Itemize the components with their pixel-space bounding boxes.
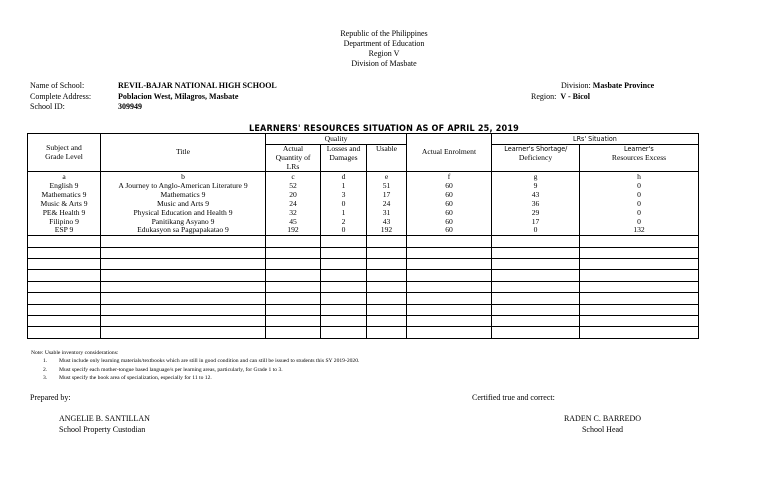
- table-body: [28, 182, 699, 235]
- empty-cell: [407, 247, 492, 258]
- col-header-excess: Learner's Resources Excess: [580, 145, 699, 172]
- empty-cell: [407, 270, 492, 281]
- table-cell: 60: [407, 200, 492, 209]
- col-header-shortage: Learner's Shortage/ Deficiency: [492, 145, 580, 172]
- table-cell: 0: [580, 191, 699, 200]
- empty-cell: [367, 315, 407, 326]
- table-cell: 45: [266, 218, 321, 227]
- school-info-values: [118, 81, 277, 113]
- col-letter: f: [407, 172, 492, 183]
- empty-cell: [407, 327, 492, 338]
- table-cell: 0: [321, 226, 367, 235]
- table-cell: Physical Education and Health 9: [101, 209, 266, 218]
- school-id-value: 309949: [118, 102, 142, 111]
- empty-cell: [367, 270, 407, 281]
- lr-situation-table: [27, 133, 699, 339]
- table-cell: 52: [266, 182, 321, 191]
- empty-cell: [407, 258, 492, 269]
- empty-cell: [367, 327, 407, 338]
- table-cell: 24: [367, 200, 407, 209]
- empty-cell: [321, 304, 367, 315]
- empty-cell: [28, 304, 101, 315]
- certified-name: RADEN C. BARREDO: [563, 414, 642, 423]
- empty-cell: [367, 236, 407, 247]
- notes-heading: Note: Usable inventory considerations:: [31, 350, 119, 356]
- empty-cell: [101, 315, 266, 326]
- col-letter: d: [321, 172, 367, 183]
- table-cell: 192: [367, 226, 407, 235]
- table-cell: 60: [407, 218, 492, 227]
- table-cell: 20: [266, 191, 321, 200]
- table-cell: Music & Arts 9: [28, 200, 101, 209]
- prepared-by-label: Prepared by:: [30, 393, 71, 402]
- empty-cell: [407, 293, 492, 304]
- empty-table-row: [28, 236, 699, 247]
- school-address-label: Complete Address:: [30, 91, 92, 101]
- empty-cell: [492, 236, 580, 247]
- table-row: [28, 200, 699, 209]
- school-name-value: REVIL-BAJAR NATIONAL HIGH SCHOOL: [118, 81, 277, 90]
- empty-cell: [580, 281, 699, 292]
- table-cell: Music and Arts 9: [101, 200, 266, 209]
- empty-cell: [266, 293, 321, 304]
- empty-cell: [266, 281, 321, 292]
- table-cell: 51: [367, 182, 407, 191]
- empty-cell: [101, 304, 266, 315]
- region-value: V - Bicol: [560, 91, 590, 101]
- table-cell: ESP 9: [28, 226, 101, 235]
- empty-table-row: [28, 304, 699, 315]
- col-header-lrs-situation: LRs' Situation: [492, 134, 699, 145]
- note-item: 3. Must specify the book area of specialization, especially for 11 to 12.: [43, 375, 212, 382]
- empty-table-row: [28, 315, 699, 326]
- certified-label: Certified true and correct:: [472, 393, 555, 402]
- report-title: LEARNERS' RESOURCES SITUATION AS OF APRIL 25, 2019: [249, 124, 520, 134]
- table-cell: 60: [407, 191, 492, 200]
- col-letter: a: [28, 172, 101, 183]
- empty-cell: [367, 258, 407, 269]
- table-cell: 0: [580, 209, 699, 218]
- empty-cell: [580, 315, 699, 326]
- empty-cell: [101, 293, 266, 304]
- table-cell: 36: [492, 200, 580, 209]
- table-cell: 192: [266, 226, 321, 235]
- empty-cell: [321, 270, 367, 281]
- empty-table-row: [28, 293, 699, 304]
- note-item: 1. Must include only learning materials/textbooks which are still in good condition and can still be issued to students this SY 2019-2020.: [43, 358, 360, 365]
- note-item: 2. Must specify each mother-tongue based language/s per learning areas, particularly, for Grade 1 to 3.: [43, 366, 283, 373]
- table-cell: 1: [321, 209, 367, 218]
- empty-cell: [492, 293, 580, 304]
- prepared-by-block: [59, 414, 150, 435]
- empty-cell: [266, 247, 321, 258]
- empty-cell: [321, 327, 367, 338]
- empty-cell: [266, 270, 321, 281]
- table-cell: 31: [367, 209, 407, 218]
- col-letter: e: [367, 172, 407, 183]
- empty-cell: [580, 270, 699, 281]
- empty-cell: [266, 258, 321, 269]
- table-row: [28, 191, 699, 200]
- table-cell: 0: [580, 200, 699, 209]
- empty-cell: [580, 247, 699, 258]
- empty-cell: [266, 315, 321, 326]
- table-cell: 60: [407, 209, 492, 218]
- empty-cell: [28, 270, 101, 281]
- col-letter: h: [580, 172, 699, 183]
- region-info: [531, 92, 590, 103]
- empty-cell: [28, 281, 101, 292]
- prepared-by-title: School Property Custodian: [59, 424, 146, 434]
- school-id-label: School ID:: [30, 102, 65, 111]
- table-cell: Mathematics 9: [101, 191, 266, 200]
- table-cell: 2: [321, 218, 367, 227]
- certified-block: [530, 414, 675, 435]
- empty-table-row: [28, 270, 699, 281]
- empty-table-row: [28, 258, 699, 269]
- division-info: [561, 81, 654, 92]
- col-letter: c: [266, 172, 321, 183]
- document-header: [0, 29, 768, 69]
- empty-cell: [492, 258, 580, 269]
- empty-cell: [492, 327, 580, 338]
- header-line-division: Division of Masbate: [351, 59, 417, 68]
- empty-cell: [101, 236, 266, 247]
- empty-cell: [580, 304, 699, 315]
- table-cell: 1: [321, 182, 367, 191]
- empty-cell: [367, 247, 407, 258]
- col-header-title: Title: [101, 134, 266, 172]
- table-cell: 17: [367, 191, 407, 200]
- table-cell: Mathematics 9: [28, 191, 101, 200]
- empty-cell: [321, 236, 367, 247]
- table-row: [28, 226, 699, 235]
- table-cell: A Journey to Anglo-American Literature 9: [101, 182, 266, 191]
- table-cell: PE& Health 9: [28, 209, 101, 218]
- table-cell: 0: [580, 218, 699, 227]
- empty-cell: [266, 236, 321, 247]
- header-line-republic: Republic of the Philippines: [340, 29, 428, 38]
- table-row: [28, 182, 699, 191]
- empty-cell: [580, 293, 699, 304]
- empty-cell: [321, 281, 367, 292]
- empty-cell: [367, 293, 407, 304]
- empty-cell: [492, 304, 580, 315]
- empty-cell: [492, 315, 580, 326]
- empty-cell: [321, 315, 367, 326]
- table-cell: 29: [492, 209, 580, 218]
- empty-cell: [492, 247, 580, 258]
- division-value: Masbate Province: [592, 81, 655, 90]
- empty-cell: [28, 293, 101, 304]
- empty-cell: [28, 236, 101, 247]
- table-cell: 0: [580, 182, 699, 191]
- empty-cell: [28, 258, 101, 269]
- empty-table-row: [28, 327, 699, 338]
- empty-cell: [101, 281, 266, 292]
- table-cell: 60: [407, 182, 492, 191]
- table-cell: 132: [580, 226, 699, 235]
- table-cell: English 9: [28, 182, 101, 191]
- table-row: [28, 209, 699, 218]
- empty-cell: [580, 236, 699, 247]
- empty-cell: [28, 247, 101, 258]
- col-letter: b: [101, 172, 266, 183]
- notes-section: [31, 349, 359, 383]
- col-header-enrolment: Actual Enrolment: [407, 134, 492, 172]
- table-row: [28, 218, 699, 227]
- table-cell: Panitikang Asyano 9: [101, 218, 266, 227]
- empty-cell: [321, 293, 367, 304]
- empty-cell: [492, 270, 580, 281]
- empty-cell: [266, 327, 321, 338]
- empty-cell: [321, 258, 367, 269]
- empty-cell: [28, 327, 101, 338]
- table-cell: 17: [492, 218, 580, 227]
- table-cell: 0: [492, 226, 580, 235]
- school-info-labels: [30, 81, 91, 113]
- division-label: Division:: [561, 81, 591, 90]
- table-cell: 3: [321, 191, 367, 200]
- table-cell: Filipino 9: [28, 218, 101, 227]
- table-cell: 43: [367, 218, 407, 227]
- empty-cell: [492, 281, 580, 292]
- empty-cell: [407, 281, 492, 292]
- table-cell: 43: [492, 191, 580, 200]
- empty-cell: [407, 315, 492, 326]
- empty-table-row: [28, 247, 699, 258]
- empty-cell: [580, 327, 699, 338]
- table-blank-rows: [28, 236, 699, 339]
- empty-cell: [367, 281, 407, 292]
- school-name-label: Name of School:: [30, 81, 85, 90]
- empty-cell: [580, 258, 699, 269]
- table-cell: 0: [321, 200, 367, 209]
- table-cell: 9: [492, 182, 580, 191]
- empty-cell: [321, 247, 367, 258]
- empty-cell: [101, 270, 266, 281]
- empty-cell: [101, 247, 266, 258]
- col-header-subject: Subject and Grade Level: [28, 134, 101, 172]
- col-header-quality: Quality: [266, 134, 407, 145]
- prepared-by-name: ANGELIE B. SANTILLAN: [59, 414, 150, 423]
- school-address-value: Poblacion West, Milagros, Masbate: [118, 91, 239, 101]
- empty-cell: [407, 236, 492, 247]
- empty-cell: [367, 304, 407, 315]
- header-line-department: Department of Education: [343, 39, 425, 48]
- table-cell: 24: [266, 200, 321, 209]
- empty-cell: [407, 304, 492, 315]
- empty-cell: [266, 304, 321, 315]
- col-header-usable: Usable: [367, 145, 407, 172]
- header-line-region: Region V: [368, 49, 400, 58]
- empty-cell: [101, 258, 266, 269]
- table-cell: 32: [266, 209, 321, 218]
- table-cell: Edukasyon sa Pagpapakatao 9: [101, 226, 266, 235]
- table-cell: 60: [407, 226, 492, 235]
- certified-title: School Head: [581, 424, 624, 434]
- empty-cell: [28, 315, 101, 326]
- empty-table-row: [28, 281, 699, 292]
- col-header-losses: Losses and Damages: [321, 145, 367, 172]
- col-header-actual-qty: Actual Quantity of LRs: [266, 145, 321, 172]
- col-letter: g: [492, 172, 580, 183]
- empty-cell: [101, 327, 266, 338]
- region-label: Region:: [531, 91, 557, 101]
